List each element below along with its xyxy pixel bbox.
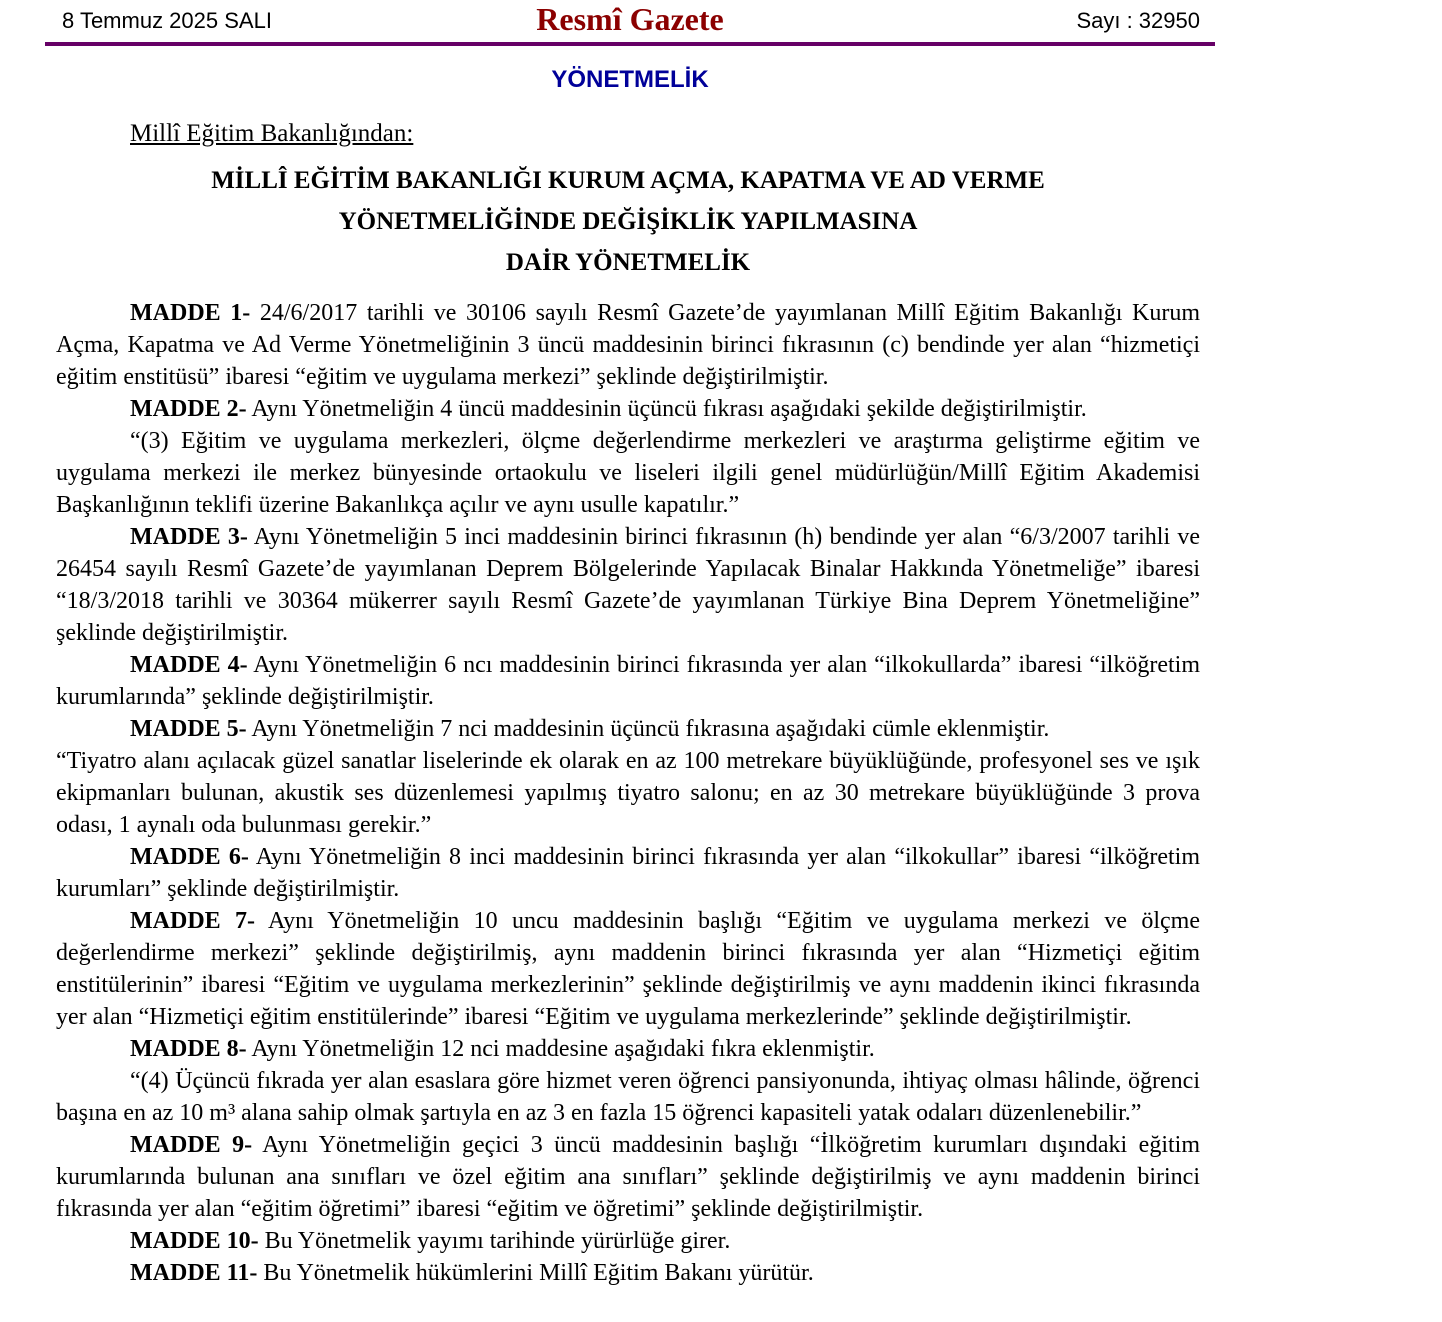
article-lead: MADDE 2- <box>130 396 247 422</box>
article-lead: MADDE 5- <box>130 716 247 742</box>
article-text: Aynı Yönetmeliğin 7 nci maddesinin üçüncü fıkrasına aşağıdaki cümle eklenmiştir. <box>251 716 1050 742</box>
section-heading: YÖNETMELİK <box>551 66 709 93</box>
article-text: Aynı Yönetmeliğin 12 nci maddesine aşağıdaki fıkra eklenmiştir. <box>251 1036 875 1062</box>
ministry-line: Millî Eğitim Bakanlığından: <box>130 120 414 147</box>
gazette-date: 8 Temmuz 2025 SALI <box>62 8 272 33</box>
article-text: Aynı Yönetmeliğin 6 ncı maddesinin birinci fıkrasında yer alan “ilkokullarda” ibaresi “ilköğretim kurumlarında” şeklinde değiştirilmiştir. <box>56 652 1200 710</box>
article-lead: MADDE 4- <box>130 652 248 678</box>
article-paragraph <box>56 297 1200 393</box>
article-text: “(3) Eğitim ve uygulama merkezleri, ölçme değerlendirme merkezleri ve araştırma geliştirme eğitim ve uygulama merkezi ile merkez bünyesinde ortaokulu ve liseleri ilgili genel müdürlüğün/Millî Eğitim Akademisi Başkanlığının teklifi üzerine Bakanlıkça açılır ve aynı usulle kapatılır.” <box>56 428 1200 518</box>
article-lead: MADDE 1- <box>130 300 251 326</box>
issue-number: Sayı : 32950 <box>1076 8 1200 33</box>
article-paragraph <box>56 393 1200 425</box>
article-paragraph <box>56 521 1200 649</box>
article-lead: MADDE 7- <box>130 908 256 934</box>
article-text: Aynı Yönetmeliğin 4 üncü maddesinin üçüncü fıkrası aşağıdaki şekilde değiştirilmiştir. <box>251 396 1087 422</box>
article-paragraph <box>56 713 1200 745</box>
article-paragraph <box>56 905 1200 1033</box>
article-text: Aynı Yönetmeliğin 10 uncu maddesinin başlığı “Eğitim ve uygulama merkezi ve ölçme değerlendirme merkezi” şeklinde değiştirilmiş, aynı maddenin birinci fıkrasında yer alan “Hizmetiçi eğitim enstitülerinin” ibaresi “Eğitim ve uygulama merkezlerinin” şeklinde değiştirilmiş ve aynı maddenin ikinci fıkrasında yer alan “Hizmetiçi eğitim enstitülerinde” ibaresi “Eğitim ve uygulama merkezlerinde” şeklinde değiştirilmiştir. <box>56 908 1200 1030</box>
document-title-line-1: MİLLÎ EĞİTİM BAKANLIĞI KURUM AÇMA, KAPATMA VE AD VERME <box>211 167 1045 194</box>
articles <box>56 297 1200 1289</box>
article-lead: MADDE 8- <box>130 1036 247 1062</box>
document-title-line-3: DAİR YÖNETMELİK <box>505 249 751 276</box>
article-paragraph <box>56 1033 1200 1065</box>
article-lead: MADDE 6- <box>130 844 249 870</box>
document-title-line-2: YÖNETMELİĞİNDE DEĞİŞİKLİK YAPILMASINA <box>338 208 918 235</box>
article-paragraph <box>56 1225 1200 1257</box>
document-title <box>56 160 1200 283</box>
article-lead: MADDE 11- <box>130 1260 258 1286</box>
article-text: Bu Yönetmelik hükümlerini Millî Eğitim Bakanı yürütür. <box>263 1260 814 1286</box>
article-paragraph <box>56 1257 1200 1289</box>
article-text: Bu Yönetmelik yayımı tarihinde yürürlüğe girer. <box>264 1228 731 1254</box>
gazette-title: Resmî Gazete <box>536 1 724 37</box>
article-lead: MADDE 10- <box>130 1228 259 1254</box>
article-paragraph <box>56 1065 1200 1129</box>
article-text: Aynı Yönetmeliğin geçici 3 üncü maddesinin başlığı “İlköğretim kurumları dışındaki eğitim kurumlarında bulunan ana sınıfları ve özel eğitim ana sınıfları” şeklinde değiştirilmiş ve aynı maddenin birinci fıkrasında yer alan “eğitim öğretimi” ibaresi “eğitim ve öğretimi” şeklinde değiştirilmiştir. <box>56 1132 1200 1222</box>
article-paragraph <box>56 841 1200 905</box>
article-lead: MADDE 3- <box>130 524 248 550</box>
article-text: Aynı Yönetmeliğin 5 inci maddesinin birinci fıkrasının (h) bendinde yer alan “6/3/2007 tarihli ve 26454 sayılı Resmî Gazete’de yayımlanan Deprem Bölgelerinde Yapılacak Binalar Hakkında Yönetmeliğe” ibaresi “18/3/2018 tarihli ve 30364 mükerrer sayılı Resmî Gazete’de yayımlanan Türkiye Bina Deprem Yönetmeliğine” şeklinde değiştirilmiştir. <box>56 524 1200 646</box>
article-text: “(4) Üçüncü fıkrada yer alan esaslara göre hizmet veren öğrenci pansiyonunda, ihtiyaç olması hâlinde, öğrenci başına en az 10 m³ alana sahip olmak şartıyla en az 3 en fazla 15 öğrenci kapasiteli yatak odaları düzenlenebilir.” <box>56 1068 1200 1126</box>
article-paragraph <box>56 425 1200 521</box>
article-paragraph <box>56 1129 1200 1225</box>
article-paragraph <box>56 649 1200 713</box>
article-paragraph <box>56 745 1200 841</box>
article-text: “Tiyatro alanı açılacak güzel sanatlar liselerinde ek olarak en az 100 metrekare büyüklüğünde, profesyonel ses ve ışık ekipmanları bulunan, akustik ses düzenlemesi yapılmış tiyatro salonu; en az 30 metrekare büyüklüğünde 3 prova odası, 1 aynalı oda bulunması gerekir.” <box>56 748 1200 838</box>
masthead <box>45 0 1215 46</box>
article-text: Aynı Yönetmeliğin 8 inci maddesinin birinci fıkrasında yer alan “ilkokullar” ibaresi “ilköğretim kurumları” şeklinde değiştirilmiştir. <box>56 844 1200 902</box>
article-lead: MADDE 9- <box>130 1132 253 1158</box>
article-text: 24/6/2017 tarihli ve 30106 sayılı Resmî Gazete’de yayımlanan Millî Eğitim Bakanlığı Kurum Açma, Kapatma ve Ad Verme Yönetmeliğinin 3 üncü maddesinin birinci fıkrasının (c) bendinde yer alan “hizmetiçi eğitim enstitüsü” ibaresi “eğitim ve uygulama merkezi” şeklinde değiştirilmiştir. <box>56 300 1201 390</box>
